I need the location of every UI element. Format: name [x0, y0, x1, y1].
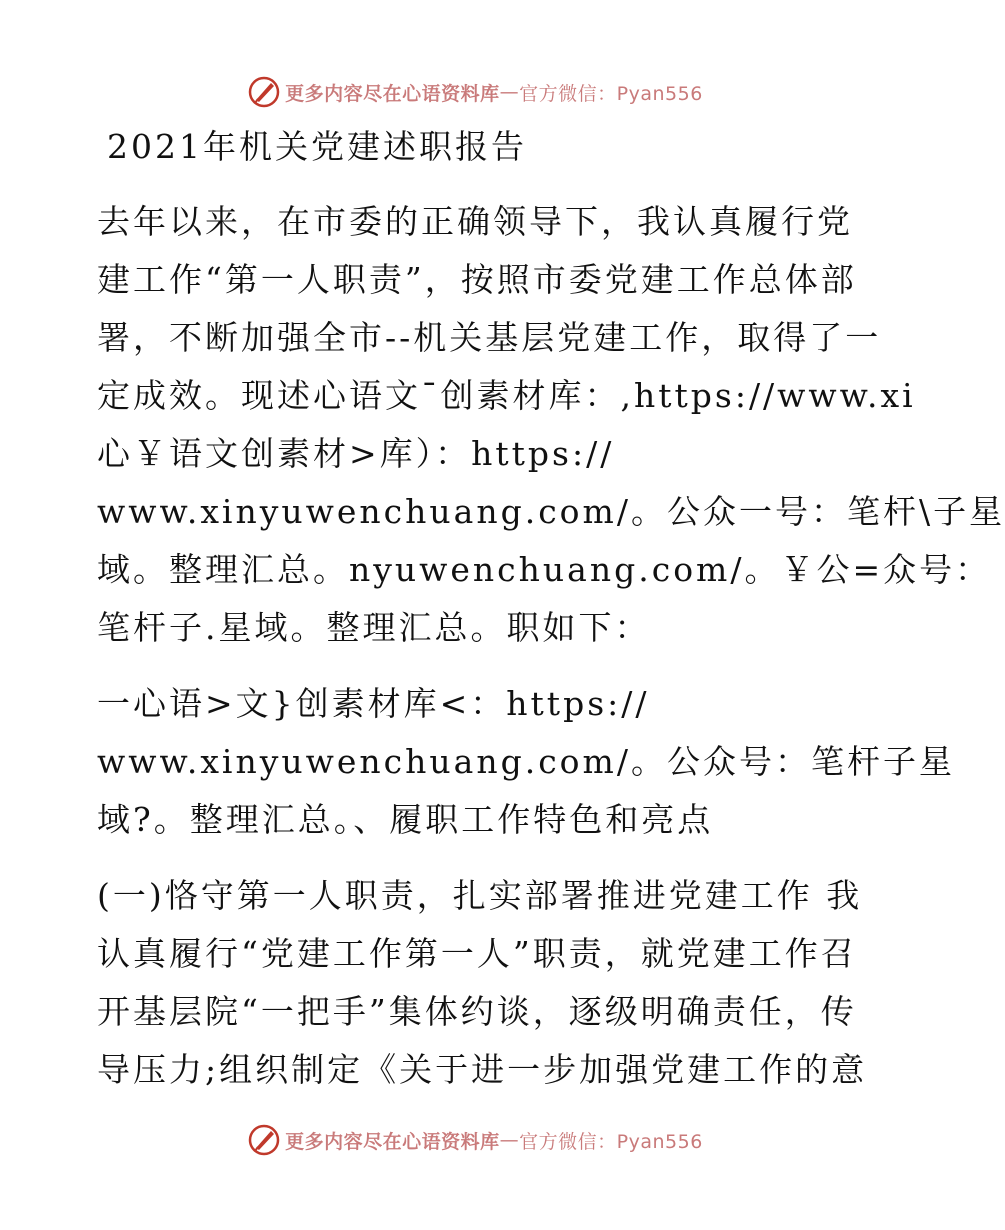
- paragraph-line-6: www.xinyuwenchuang.com/。公众一号：笔杆\子星: [97, 492, 1005, 531]
- paragraph-line-14: 开基层院“一把手”集体约谈，逐级明确责任，传: [97, 992, 857, 1031]
- paragraph-line-11: 域?。整理汇总。、履职工作特色和亮点: [97, 800, 714, 839]
- paragraph-line-15: 导压力;组织制定《关于进一步加强党建工作的意: [97, 1050, 868, 1089]
- paragraph-line-5: 心￥语文创素材>库）：https://: [97, 434, 615, 473]
- document-title: 2021年机关党建述职报告: [107, 127, 527, 166]
- paragraph-line-4: 定成效。现述心语文¯创素材库：,https://www.xi: [97, 376, 916, 415]
- paragraph-line-7: 域。整理汇总。nyuwenchuang.com/。￥公=众号：: [97, 550, 992, 589]
- paragraph-line-12: (一)恪守第一人职责，扎实部署推进党建工作 我: [97, 876, 863, 915]
- banner-dash: —: [499, 1129, 520, 1151]
- header-watermark-banner: [0, 72, 950, 112]
- banner-wechat: 官方微信：Pyan556: [519, 1130, 703, 1153]
- banner-dash: —: [499, 81, 520, 103]
- paragraph-line-9: 一心语>文}创素材库<：https://: [97, 684, 650, 723]
- paragraph-line-3: 署，不断加强全市--机关基层党建工作，取得了一: [97, 318, 882, 357]
- paragraph-line-2: 建工作“第一人职责”，按照市委党建工作总体部: [97, 260, 857, 299]
- quill-logo-icon: [247, 75, 281, 109]
- paragraph-line-1: 去年以来，在市委的正确领导下，我认真履行党: [97, 202, 853, 241]
- footer-watermark-banner: [0, 1120, 950, 1160]
- banner-wechat: 官方微信：Pyan556: [519, 82, 703, 105]
- banner-text: 更多内容尽在心语资料库: [285, 82, 500, 105]
- paragraph-line-10: www.xinyuwenchuang.com/。公众号：笔杆子星: [97, 742, 955, 781]
- quill-logo-icon: [247, 1123, 281, 1157]
- banner-text: 更多内容尽在心语资料库: [285, 1130, 500, 1153]
- paragraph-line-13: 认真履行“党建工作第一人”职责，就党建工作召: [97, 934, 857, 973]
- paragraph-line-8: 笔杆子.星域。整理汇总。职如下：: [97, 608, 651, 647]
